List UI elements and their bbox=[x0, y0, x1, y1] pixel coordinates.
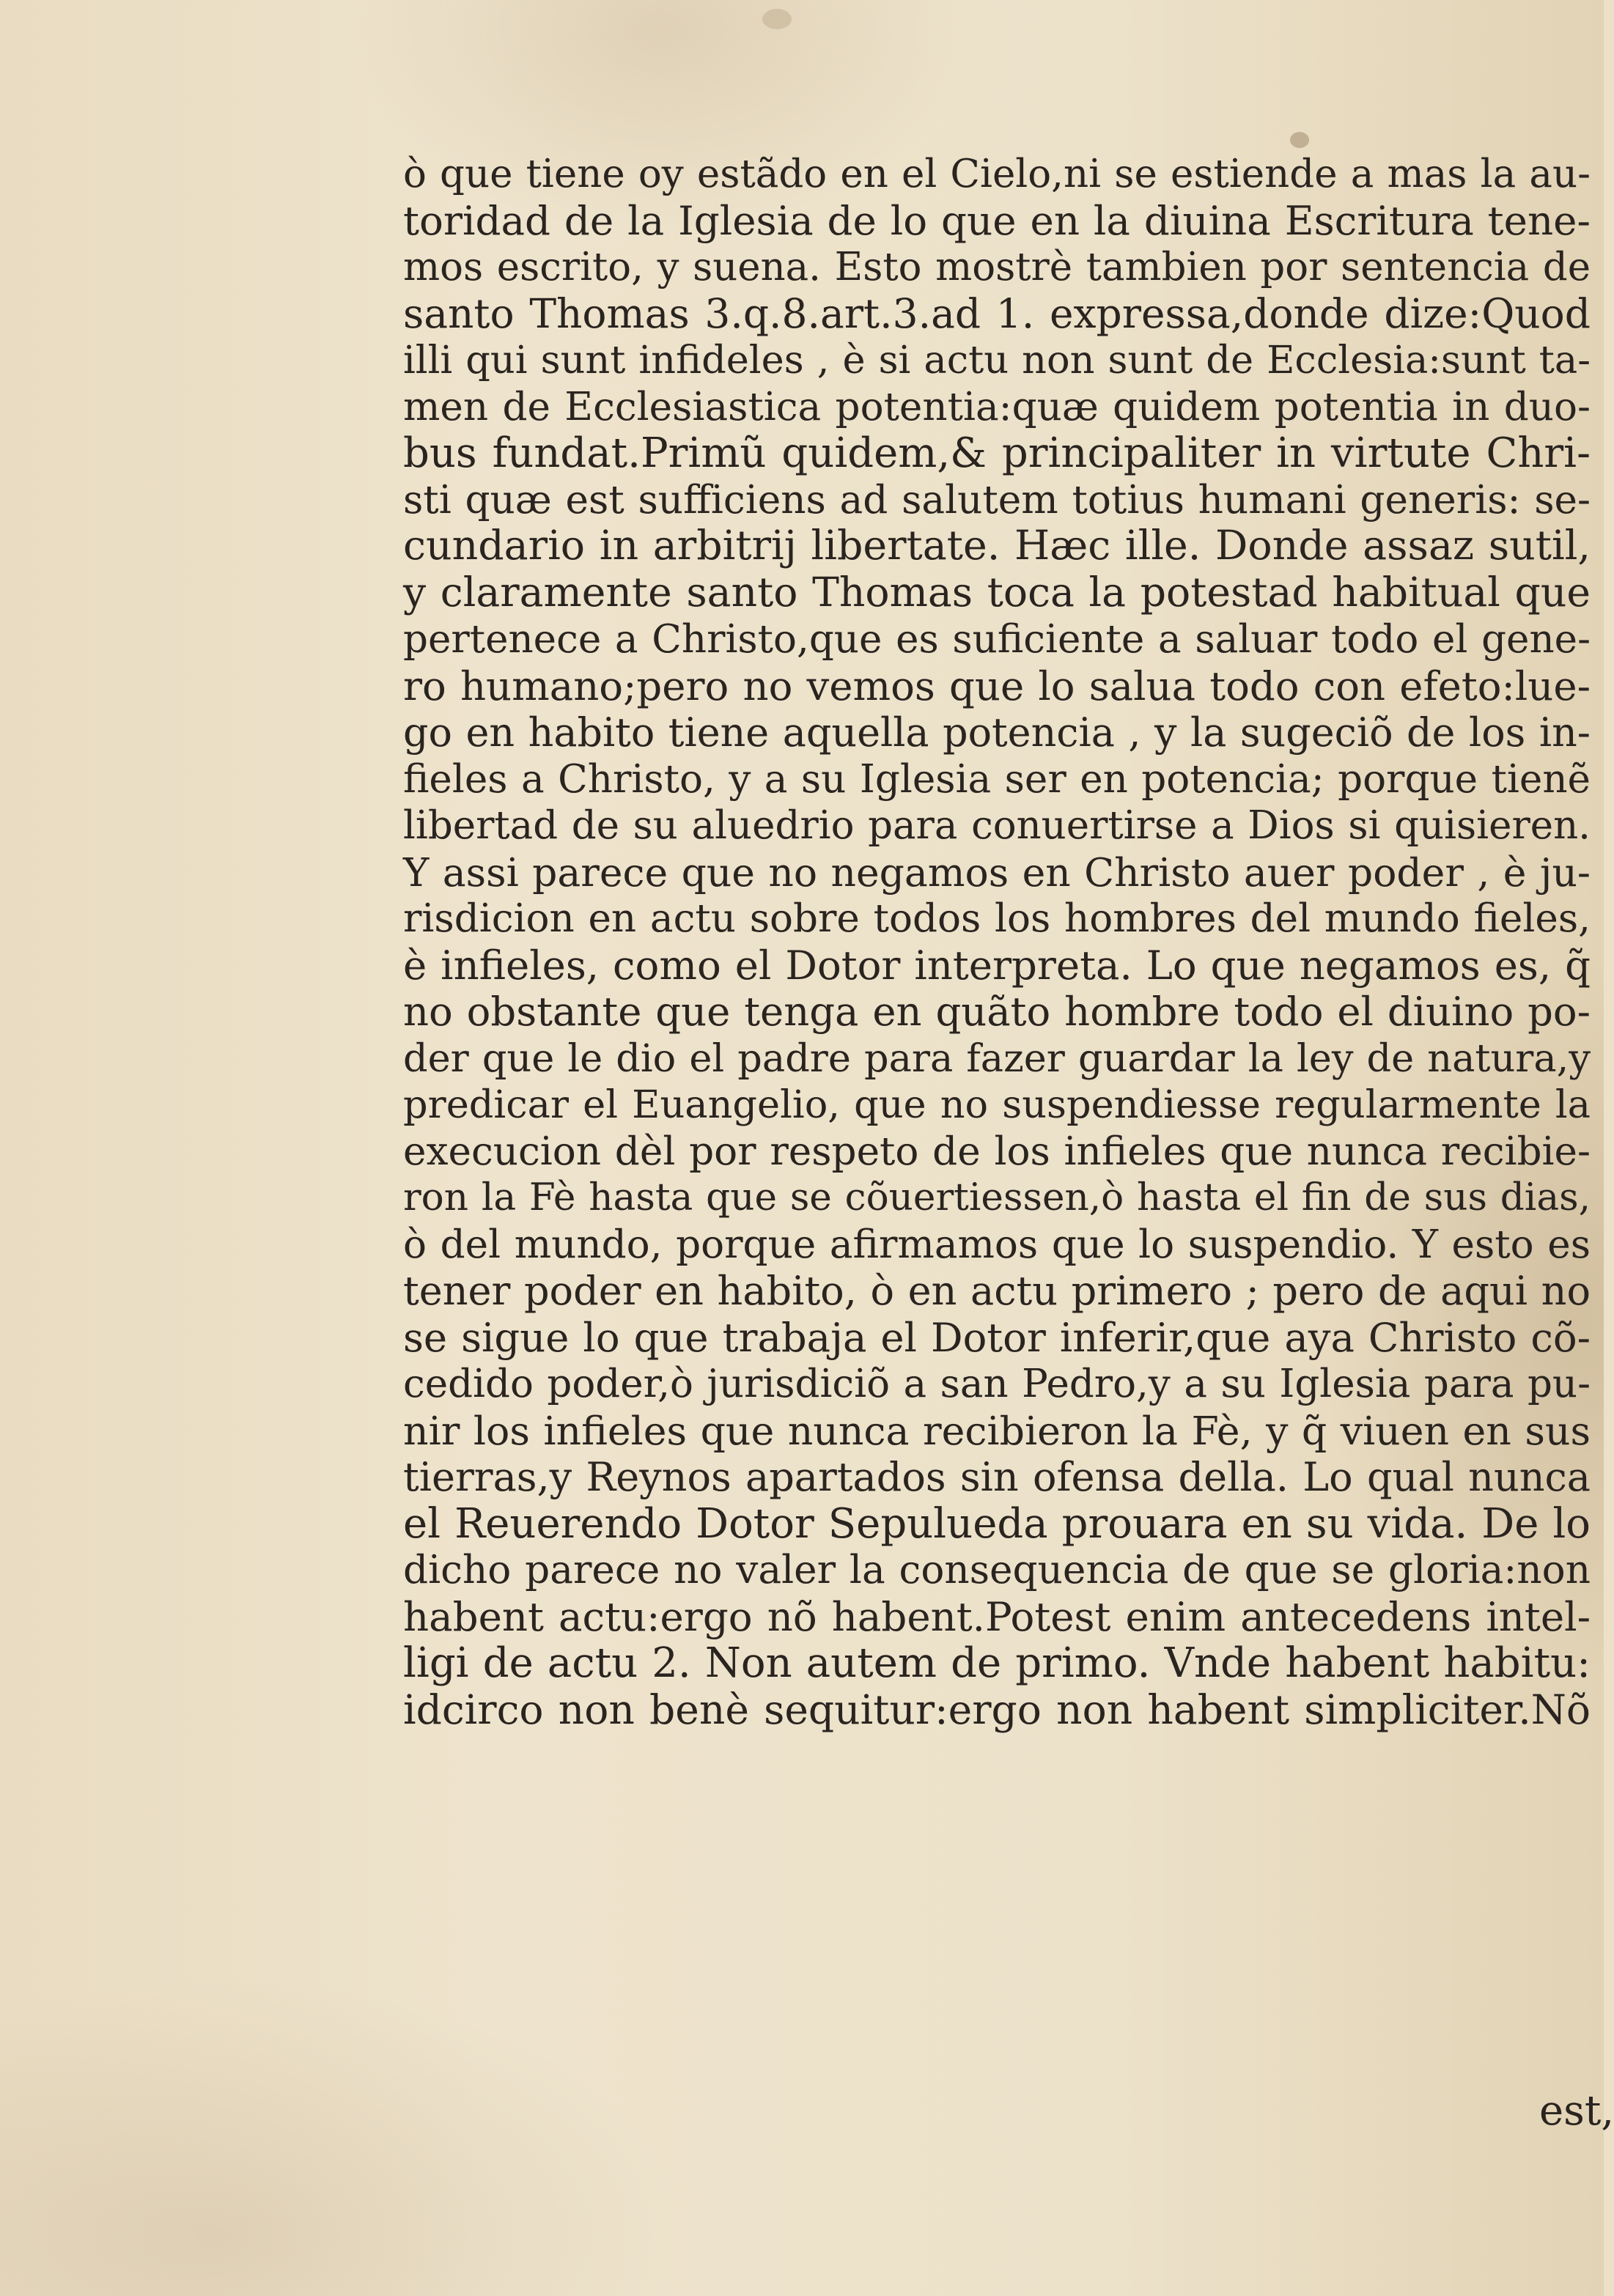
text-line: y claramente santo Thomas toca la potestad habitual que bbox=[403, 569, 1591, 616]
text-line: go en habito tiene aquella potencia , y la sugeciõ de los in- bbox=[403, 709, 1591, 756]
text-line: tener poder en habito, ò en actu primero ; pero de aqui no bbox=[403, 1268, 1591, 1314]
text-line: cedido poder,ò jurisdiciõ a san Pedro,y a su Iglesia para pu- bbox=[403, 1361, 1591, 1406]
text-line: mos escrito, y suena. Esto mostrè tambien por sentencia de bbox=[403, 245, 1591, 289]
text-line: è infieles, como el Dotor interpreta. Lo que negamos es, q̃ bbox=[403, 941, 1591, 989]
ink-stain bbox=[762, 9, 792, 29]
text-line: Y assi parece que no negamos en Christo auer poder , è ju- bbox=[403, 849, 1591, 896]
text-line: bus fundat.Primũ quidem,& principaliter in virtute Chri- bbox=[403, 429, 1591, 477]
text-line: nir los infieles que nunca recibieron la Fè, y q̃ viuen en sus bbox=[403, 1407, 1591, 1454]
page-text bbox=[403, 151, 1591, 1733]
text-line: ò que tiene oy estãdo en el Cielo,ni se estiende a mas la au- bbox=[403, 151, 1591, 196]
text-line: se sigue lo que trabaja el Dotor inferir,que aya Christo cõ- bbox=[403, 1314, 1591, 1361]
text-line: execucion dèl por respeto de los infieles que nunca recibie- bbox=[403, 1128, 1591, 1174]
text-line: libertad de su aluedrio para conuertirse a Dios si quisieren. bbox=[403, 803, 1591, 848]
text-line: risdicion en actu sobre todos los hombres del mundo fieles, bbox=[403, 896, 1591, 941]
text-line: illi qui sunt infideles , è si actu non sunt de Ecclesia:sunt ta- bbox=[403, 338, 1591, 383]
text-line: dicho parece no valer la consequencia de que se gloria:non bbox=[403, 1547, 1591, 1592]
text-line: ligi de actu 2. Non autem de primo. Vnde habent habitu: bbox=[403, 1639, 1591, 1687]
text-line: no obstante que tenga en quãto hombre todo el diuino po- bbox=[403, 989, 1591, 1035]
text-line: cundario in arbitrij libertate. Hæc ille. Donde assaz sutil, bbox=[403, 523, 1591, 569]
text-line: predicar el Euangelio, que no suspendiesse regularmente la bbox=[403, 1082, 1591, 1127]
text-line: santo Thomas 3.q.8.art.3.ad 1. expressa,donde dize:Quod bbox=[403, 289, 1591, 337]
text-line: el Reuerendo Dotor Sepulueda prouara en su vida. De lo bbox=[403, 1499, 1591, 1548]
text-line: toridad de la Iglesia de lo que en la diuina Escritura tene- bbox=[403, 196, 1591, 244]
text-line: pertenece a Christo,que es suficiente a saluar todo el gene- bbox=[403, 616, 1591, 662]
text-line: fieles a Christo, y a su Iglesia ser en potencia; porque tienẽ bbox=[403, 756, 1591, 802]
text-line: tierras,y Reynos apartados sin ofensa della. Lo qual nunca bbox=[403, 1454, 1591, 1500]
catchword: est, bbox=[1539, 2087, 1614, 2135]
text-line: ro humano;pero no vemos que lo salua todo con efeto:lue- bbox=[403, 662, 1591, 709]
text-line: der que le dio el padre para fazer guardar la ley de natura,y bbox=[403, 1036, 1591, 1081]
text-line: sti quæ est sufficiens ad salutem totius humani generis: se- bbox=[403, 476, 1591, 523]
text-line: ò del mundo, porque afirmamos que lo suspendio. Y esto es bbox=[403, 1221, 1591, 1267]
ink-stain bbox=[1290, 132, 1309, 148]
text-line: habent actu:ergo nõ habent.Potest enim antecedens intel- bbox=[403, 1592, 1591, 1640]
text-line: men de Ecclesiastica potentia:quæ quidem potentia in duo- bbox=[403, 383, 1591, 429]
text-line: ron la Fè hasta que se cõuertiessen,ò hasta el fin de sus dias, bbox=[403, 1175, 1591, 1219]
text-line: idcirco non benè sequitur:ergo non habent simpliciter.Nõ bbox=[403, 1686, 1591, 1733]
